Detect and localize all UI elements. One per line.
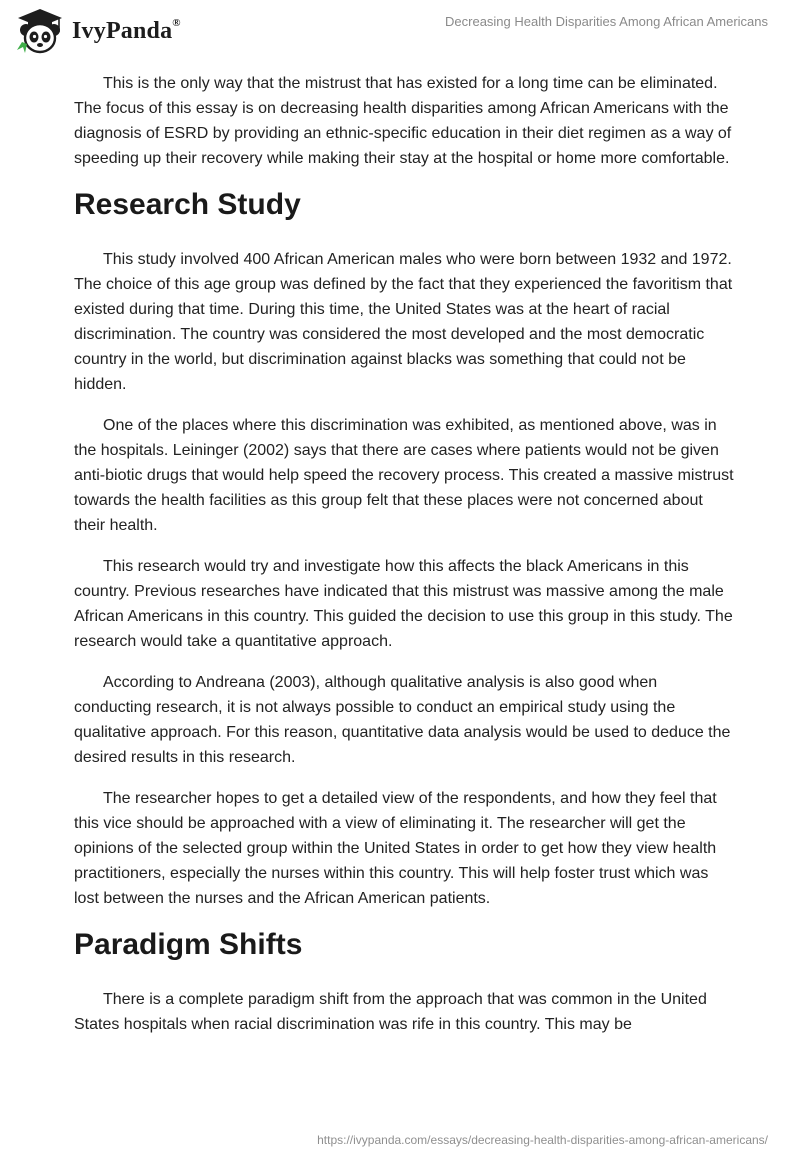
section-heading-research-study: Research Study: [74, 188, 301, 221]
page-header: [0, 0, 800, 64]
brand-logo[interactable]: [14, 6, 181, 56]
paragraph: This research would try and investigate how this affects the black Americans in this country. Previous researches have indicated that this mistrust was massive among the male African Americans in this country. This guided the decision to use this group in this study. The research would take a quantitative approach.: [74, 558, 733, 650]
essay-body: [74, 71, 734, 1053]
paragraph: This study involved 400 African American males who were born between 1932 and 1972. The choice of this age group was defined by the fact that they experienced the favoritism that existed during that time. During this time, the United States was at the heart of racial discrimination. The country was considered the most developed and the most democratic country in the world, but discrimination against blacks was something that could not be hidden.: [74, 251, 733, 393]
paragraph: The researcher hopes to get a detailed view of the respondents, and how they feel that this vice should be approached with a view of eliminating it. The researcher will get the opinions of the selected group within the United States in order to get how they view health practitioners, especially the nurses within this country. This will help foster trust which was lost between the nurses and the African American patients.: [74, 790, 717, 907]
paragraph: There is a complete paradigm shift from the approach that was common in the United States hospitals when racial discrimination was rife in this country. This may be: [74, 991, 707, 1033]
document-title: Decreasing Health Disparities Among African Americans: [445, 14, 768, 29]
brand-name: IvyPanda®: [72, 16, 181, 44]
section-heading-paradigm-shifts: Paradigm Shifts: [74, 928, 303, 961]
paragraph: One of the places where this discrimination was exhibited, as mentioned above, was in the hospitals. Leininger (2002) says that there are cases where patients would not be given anti-biotic drugs that would help speed the recovery process. This created a massive mistrust towards the health facilities as this group felt that these places were not concerned about their health.: [74, 417, 734, 534]
intro-paragraph: This is the only way that the mistrust that has existed for a long time can be eliminated. The focus of this essay is on decreasing health disparities among African Americans with the diagnosis of ESRD by providing an ethnic-specific education in their diet regimen as a way of speeding up their recovery while making their stay at the hospital or home more comfortable.: [74, 75, 732, 167]
paragraph: According to Andreana (2003), although qualitative analysis is also good when conducting research, it is not always possible to conduct an empirical study using the qualitative approach. For this reason, quantitative data analysis would be used to deduce the desired results in this research.: [74, 674, 731, 766]
source-url[interactable]: https://ivypanda.com/essays/decreasing-health-disparities-among-african-americans/: [317, 1133, 768, 1147]
panda-graduation-cap-icon: [14, 6, 66, 56]
